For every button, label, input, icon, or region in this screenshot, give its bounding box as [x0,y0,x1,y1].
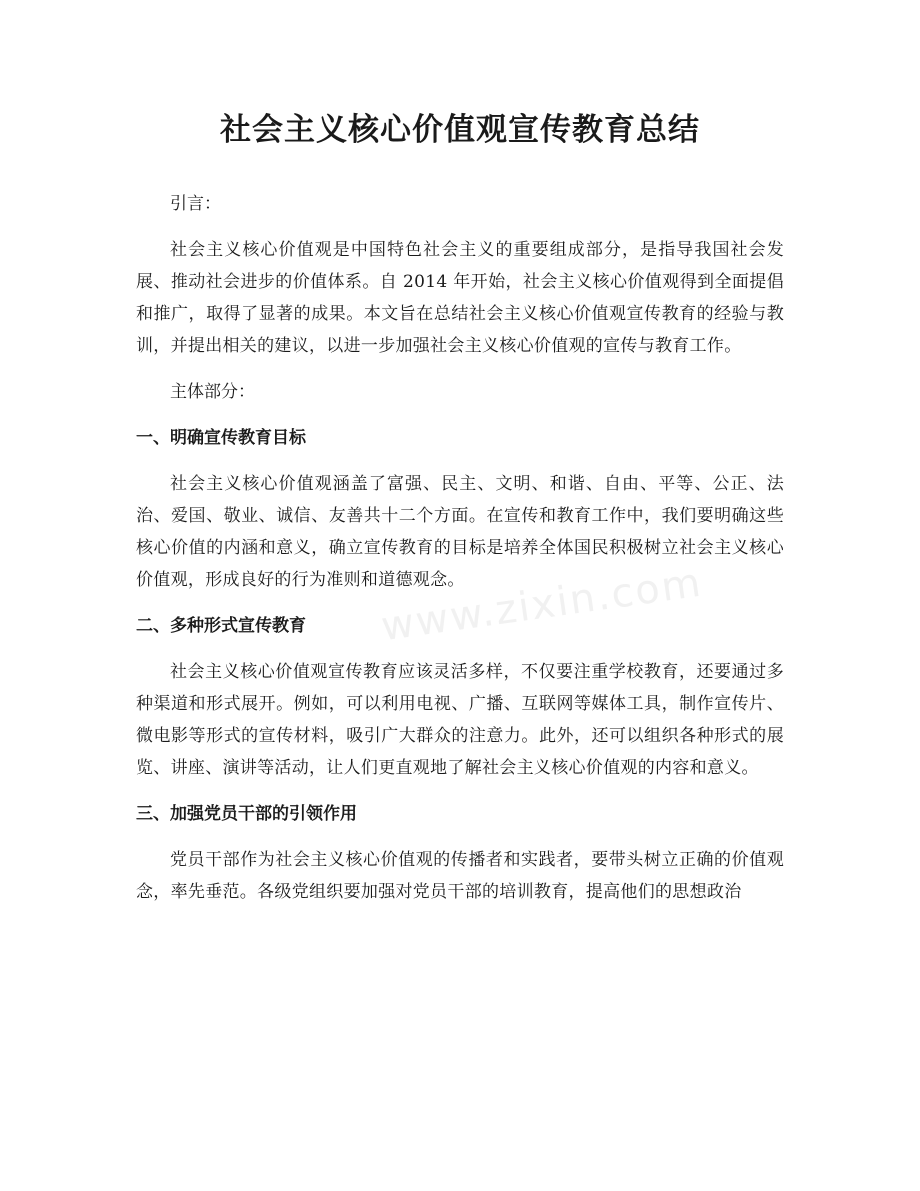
intro-label: 引言： [170,194,221,214]
section-heading-3: 三、加强党员干部的引领作用 [136,804,357,824]
watermark: www.zixin.com [378,559,706,651]
section-heading-2: 二、多种形式宣传教育 [136,616,306,636]
body-label: 主体部分： [170,382,255,402]
page-title: 社会主义核心价值观宣传教育总结 [220,112,700,148]
section-paragraph-1: 社会主义核心价值观涵盖了富强、民主、文明、和谐、自由、平等、公正、法治、爱国、敬业、诚信、友善共十二个方面。在宣传和教育工作中，我们要明确这些核心价值的内涵和意义，确立宣传教育的目标是培养全体国民积极树立社会主义核心价值观，形成良好的行为准则和道德观念。 [136,474,784,590]
intro-paragraph: 社会主义核心价值观是中国特色社会主义的重要组成部分，是指导我国社会发展、推动社会进步的价值体系。自 2014 年开始，社会主义核心价值观得到全面提倡和推广，取得了显著的成果。本文旨在总结社会主义核心价值观宣传教育的经验与教训，并提出相关的建议，以进一步加强社会主义核心价值观的宣传与教育工作。 [136,240,784,356]
section-paragraph-3: 党员干部作为社会主义核心价值观的传播者和实践者，要带头树立正确的价值观念，率先垂范。各级党组织要加强对党员干部的培训教育，提高他们的思想政治 [136,850,784,902]
section-heading-1: 一、明确宣传教育目标 [136,428,306,448]
section-paragraph-2: 社会主义核心价值观宣传教育应该灵活多样，不仅要注重学校教育，还要通过多种渠道和形式展开。例如，可以利用电视、广播、互联网等媒体工具，制作宣传片、微电影等形式的宣传材料，吸引广大群众的注意力。此外，还可以组织各种形式的展览、讲座、演讲等活动，让人们更直观地了解社会主义核心价值观的内容和意义。 [136,662,784,778]
